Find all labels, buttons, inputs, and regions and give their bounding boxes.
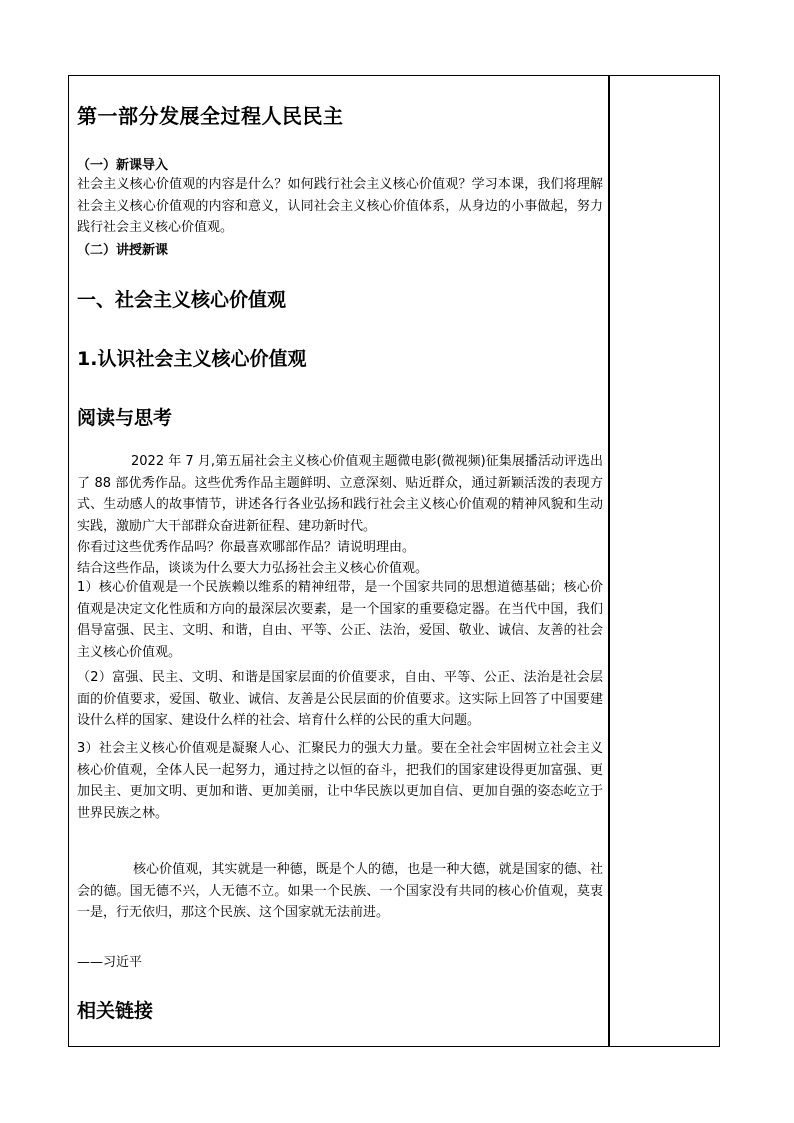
answer-2: （2）富强、民主、文明、和谐是国家层面的价值要求，自由、平等、公正、法治是社会层面的价值要求，爱国、敬业、诚信、友善是公民层面的价值要求。这实际上回答了中国要建设什么样的国家、建设什么样的社会、培育什么样的公民的重大问题。 [77, 670, 603, 728]
question-2: 结合这些作品，谈谈为什么要大力弘扬社会主义核心价值观。 [77, 561, 429, 576]
teach-heading: （二）讲授新课 [77, 243, 169, 258]
subsection-title: 1.认识社会主义核心价值观 [77, 348, 307, 370]
answer-1: 1）核心价值观是一个民族赖以维系的精神纽带，是一个国家共同的思想道德基础；核心价值观是决定文化性质和方向的最深层次要素，是一个国家的重要稳定器。在当代中国，我们倡导富强、民主、文明、和谐，自由、平等、公正、法治，爱国、敬业、诚信、友善的社会主义核心价值观。 [77, 580, 603, 660]
part-title: 第一部分发展全过程人民民主 [77, 104, 344, 128]
reading-title: 阅读与思考 [77, 407, 173, 429]
quote-author: ——习近平 [77, 955, 143, 970]
answer-3: 3）社会主义核心价值观是凝聚人心、汇聚民力的强大力量。要在全社会牢固树立社会主义核心价值观，全体人民一起努力，通过持之以恒的奋斗，把我们的国家建设得更加富强、更加民主、更加文明、更加和谐、更加美丽，让中华民族以更加自信、更加自强的姿态屹立于世界民族之林。 [77, 741, 603, 821]
reading-text: 2022 年 7 月,第五届社会主义核心价值观主题微电影(微视频)征集展播活动评选出了 88 部优秀作品。这些优秀作品主题鲜明、立意深刻、贴近群众，通过新颖活泼的表现方式、生动感人的故事情节，讲述各行各业弘扬和践行社会主义核心价值观的精神风貌和生动实践，激励广大干部群众奋进新征程、建功新时代。 [77, 454, 603, 534]
question-1: 你看过这些优秀作品吗？你最喜欢哪部作品？请说明理由。 [77, 540, 416, 555]
column-divider [608, 75, 610, 1047]
section-title: 一、社会主义核心价值观 [77, 289, 287, 311]
quote-text: 核心价值观，其实就是一种德，既是个人的德，也是一种大德，就是国家的德、社会的德。国无德不兴，人无德不立。如果一个民族、一个国家没有共同的核心价值观，莫衷一是，行无依归，那这个民族、这个国家就无法前进。 [77, 862, 603, 920]
intro-heading: （一）新课导入 [77, 158, 169, 173]
intro-text: 社会主义核心价值观的内容是什么？如何践行社会主义核心价值观？学习本课，我们将理解社会主义核心价值观的内容和意义，认同社会主义核心价值体系，从身边的小事做起，努力践行社会主义核心价值观。 [77, 177, 603, 235]
link-title: 相关链接 [77, 1000, 154, 1022]
